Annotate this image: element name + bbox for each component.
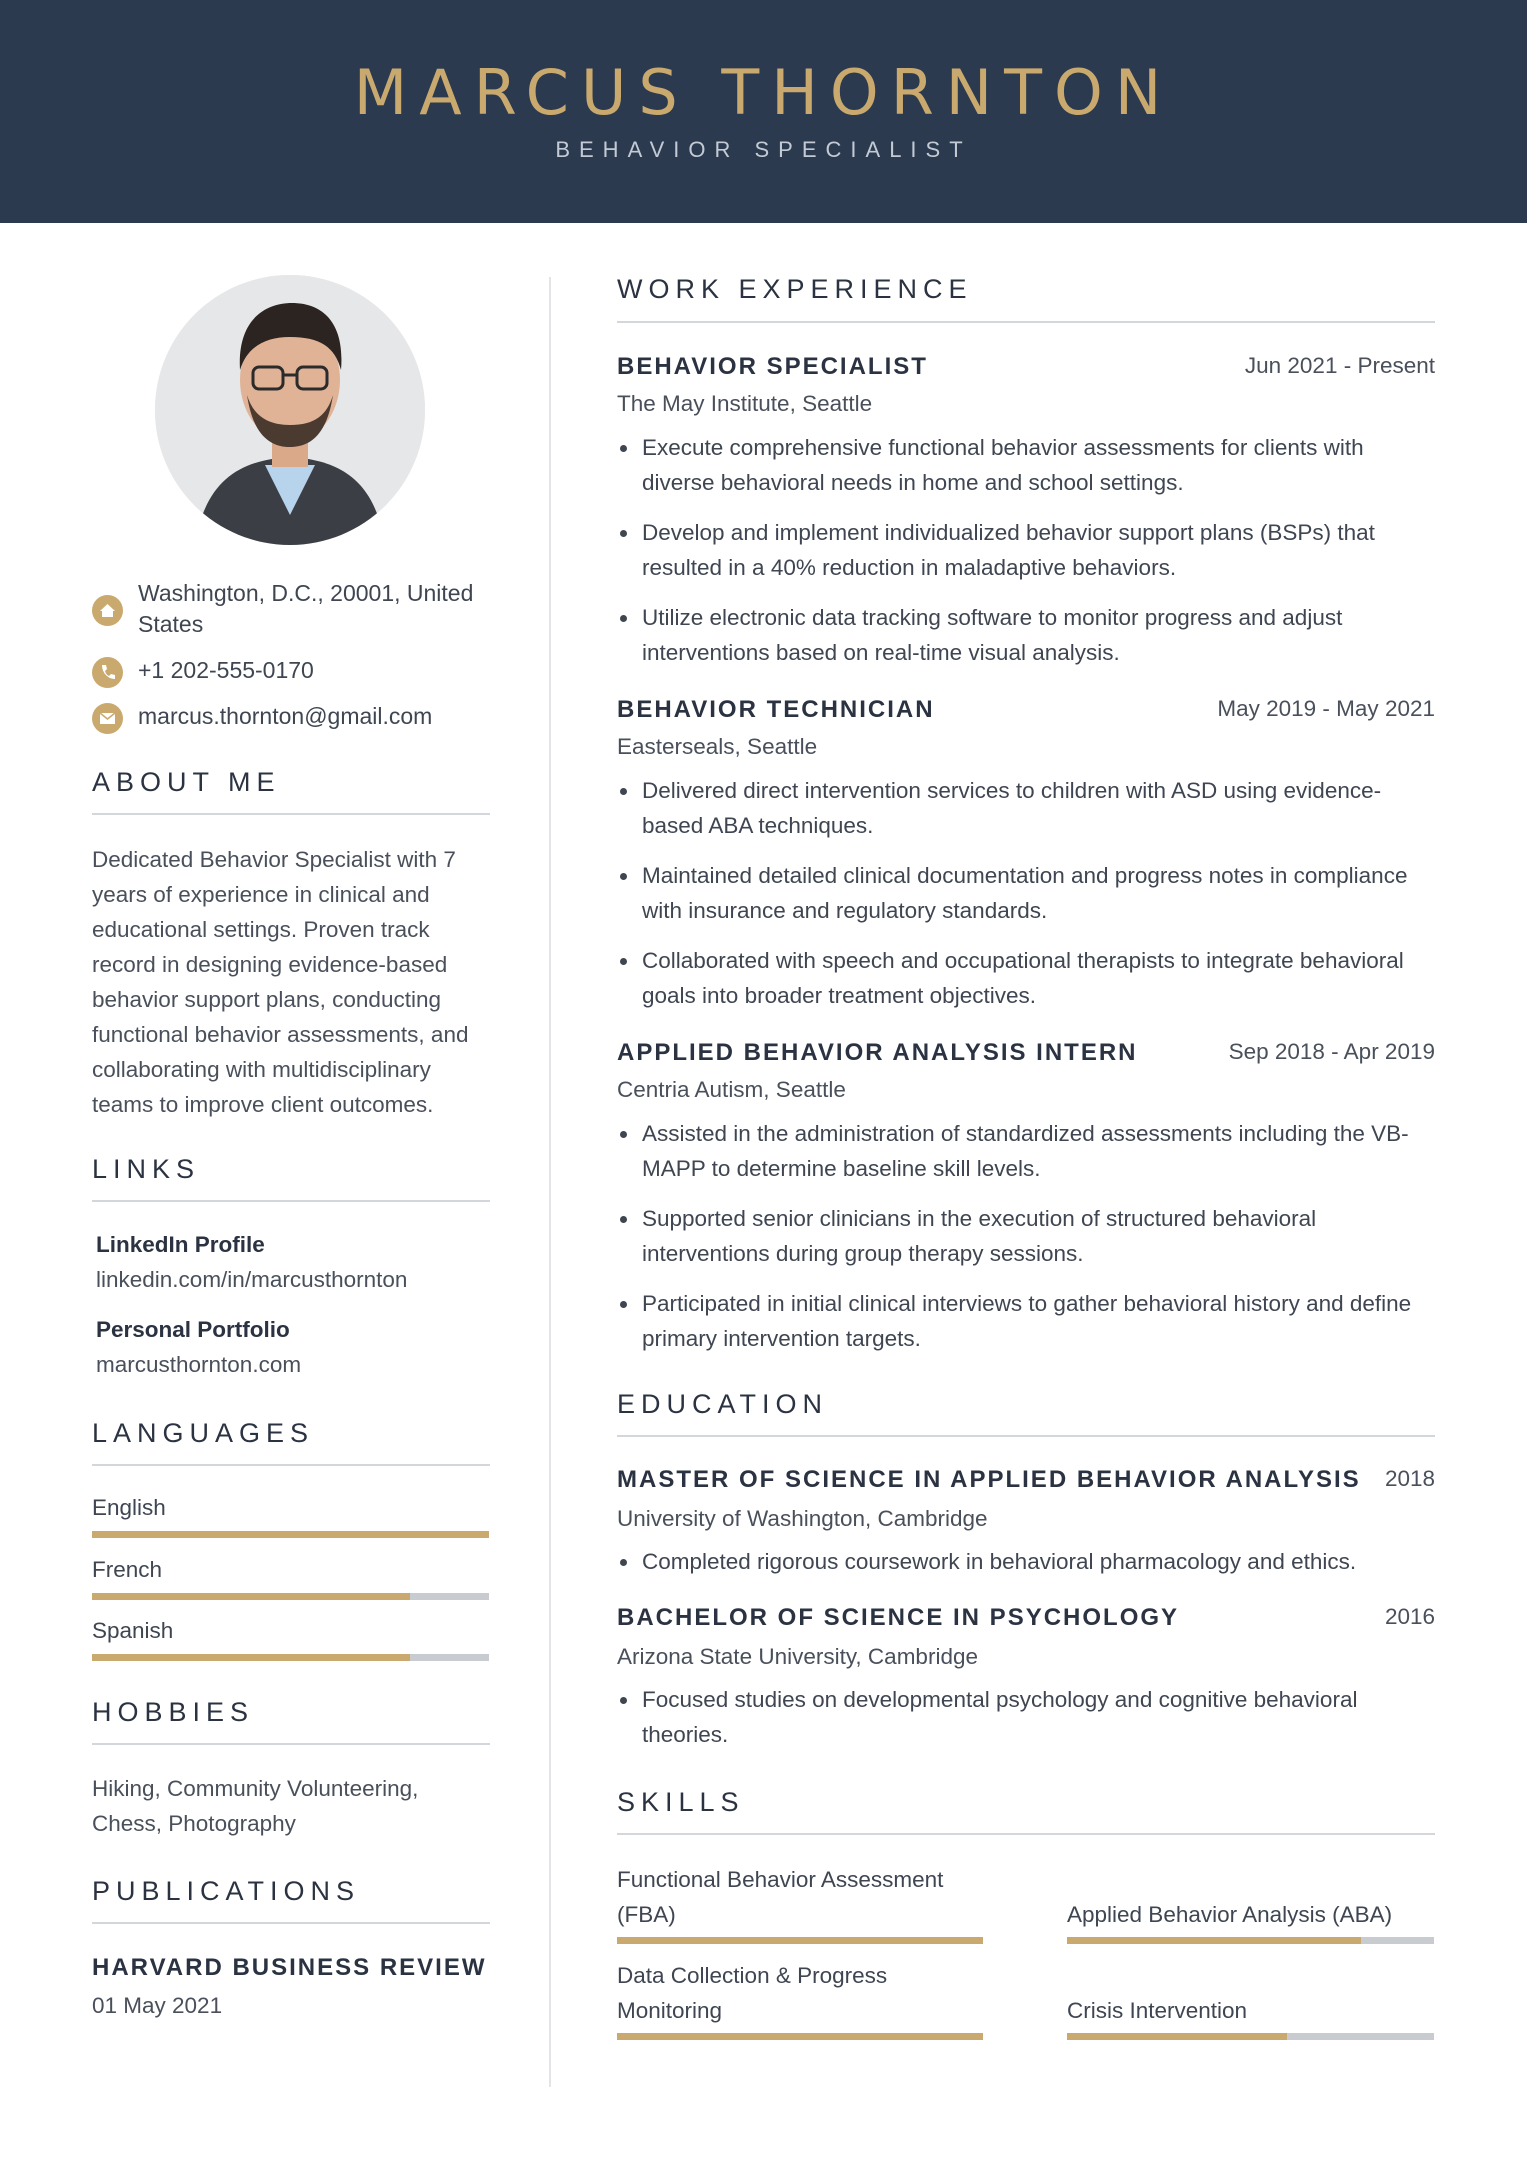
- job-bullet: Utilize electronic data tracking software to monitor progress and adjust interventions based on real-time visual analysis.: [617, 600, 1435, 670]
- section-rule: [92, 1200, 490, 1202]
- skill-name: Data Collection & Progress Monitoring: [617, 1963, 888, 2023]
- publication-date: 01 May 2021: [92, 1993, 223, 2018]
- section-rule: [92, 813, 490, 815]
- phone-text: +1 202-555-0170: [138, 657, 314, 683]
- job-bullet: Assisted in the administration of standardized assessments including the VB-MAPP to determine baseline skill levels.: [617, 1116, 1435, 1186]
- education-bullet: Completed rigorous coursework in behavioral pharmacology and ethics.: [617, 1544, 1435, 1579]
- resume-header: [0, 0, 1527, 223]
- section-rule: [92, 1464, 490, 1466]
- address-text: Washington, D.C., 20001, United States: [138, 580, 474, 637]
- job-bullet: Delivered direct intervention services to children with ASD using evidence-based ABA techniques.: [617, 773, 1435, 843]
- job-bullet: Participated in initial clinical interviews to gather behavioral history and define primary intervention targets.: [617, 1286, 1435, 1356]
- profile-photo: [155, 275, 425, 545]
- hobbies-text: Hiking, Community Volunteering, Chess, Photography: [92, 1776, 419, 1836]
- job-bullet: Collaborated with speech and occupational therapists to integrate behavioral goals into broader treatment objectives.: [617, 943, 1435, 1013]
- job-title: BEHAVIOR SPECIALIST: [617, 353, 928, 380]
- skill-level-fill: [617, 1937, 983, 1944]
- skill-level-bar: [617, 1937, 983, 1944]
- publication-title: HARVARD BUSINESS REVIEW: [92, 1954, 487, 1981]
- section-title-about: ABOUT ME: [92, 767, 281, 797]
- contact-email: [92, 701, 492, 735]
- language-level-fill: [92, 1654, 410, 1661]
- column-divider: [549, 277, 551, 2087]
- mail-icon: [92, 703, 123, 734]
- candidate-role: BEHAVIOR SPECIALIST: [555, 137, 972, 162]
- language-level-fill: [92, 1593, 410, 1600]
- skill-level-fill: [617, 2033, 983, 2040]
- section-rule: [92, 1922, 490, 1924]
- skill-level-fill: [1067, 2033, 1287, 2040]
- language-name: English: [92, 1495, 166, 1520]
- job-bullet: Execute comprehensive functional behavior assessments for clients with diverse behavioral needs in home and school settings.: [617, 430, 1435, 500]
- language-name: Spanish: [92, 1618, 174, 1643]
- section-rule: [617, 321, 1435, 323]
- section-title-education: EDUCATION: [617, 1389, 829, 1419]
- link-url-linkedin[interactable]: linkedin.com/in/marcusthornton: [96, 1267, 408, 1292]
- skill-level-bar: [617, 2033, 983, 2040]
- section-rule: [617, 1435, 1435, 1437]
- degree-year: 2016: [1384, 1604, 1435, 1629]
- phone-icon: [92, 657, 123, 688]
- section-title-work: WORK EXPERIENCE: [617, 274, 973, 304]
- job-title: BEHAVIOR TECHNICIAN: [617, 696, 935, 723]
- skill-name: Functional Behavior Assessment (FBA): [617, 1867, 944, 1927]
- job-title: APPLIED BEHAVIOR ANALYSIS INTERN: [617, 1039, 1138, 1066]
- email-text: marcus.thornton@gmail.com: [138, 703, 433, 729]
- language-level-bar: [92, 1531, 489, 1538]
- skill-level-bar: [1067, 1937, 1434, 1944]
- job-org: Centria Autism, Seattle: [617, 1077, 846, 1102]
- job-bullet: Maintained detailed clinical documentation and progress notes in compliance with insurance and regulatory standards.: [617, 858, 1435, 928]
- degree-title: BACHELOR OF SCIENCE IN PSYCHOLOGY: [617, 1604, 1180, 1631]
- section-title-publications: PUBLICATIONS: [92, 1876, 361, 1906]
- link-label-portfolio: Personal Portfolio: [96, 1317, 290, 1342]
- job-bullet: Supported senior clinicians in the execution of structured behavioral interventions during group therapy sessions.: [617, 1201, 1435, 1271]
- job-org: Easterseals, Seattle: [617, 734, 818, 759]
- degree-title: MASTER OF SCIENCE IN APPLIED BEHAVIOR ANALYSIS: [617, 1466, 1361, 1493]
- section-rule: [92, 1743, 490, 1745]
- link-url-portfolio[interactable]: marcusthornton.com: [96, 1352, 302, 1377]
- skill-level-fill: [1067, 1937, 1361, 1944]
- school-name: University of Washington, Cambridge: [617, 1506, 988, 1531]
- job-org: The May Institute, Seattle: [617, 391, 873, 416]
- skill-level-bar: [1067, 2033, 1434, 2040]
- section-title-languages: LANGUAGES: [92, 1418, 315, 1448]
- person-avatar-icon: [155, 275, 425, 545]
- skill-name: Applied Behavior Analysis (ABA): [1067, 1902, 1393, 1927]
- skill-name: Crisis Intervention: [1067, 1998, 1248, 2023]
- about-text: Dedicated Behavior Specialist with 7 years of experience in clinical and educational settings. Proven track record in designing evidence-based behavior support plans, conducting functional behavior assessments, and collaborating with multidisciplinary teams to improve client outcomes.: [92, 847, 469, 1117]
- education-bullet: Focused studies on developmental psychology and cognitive behavioral theories.: [617, 1682, 1435, 1752]
- school-name: Arizona State University, Cambridge: [617, 1644, 978, 1669]
- home-icon: [92, 595, 123, 626]
- contact-phone: [92, 655, 492, 689]
- section-title-skills: SKILLS: [617, 1787, 745, 1817]
- candidate-name: MARCUS THORNTON: [353, 56, 1174, 129]
- degree-year: 2018: [1384, 1466, 1435, 1491]
- language-level-fill: [92, 1531, 489, 1538]
- section-rule: [617, 1833, 1435, 1835]
- language-level-bar: [92, 1654, 489, 1661]
- job-dates: May 2019 - May 2021: [1217, 696, 1435, 721]
- job-bullet: Develop and implement individualized behavior support plans (BSPs) that resulted in a 40% reduction in maladaptive behaviors.: [617, 515, 1435, 585]
- section-title-links: LINKS: [92, 1154, 201, 1184]
- link-label-linkedin: LinkedIn Profile: [96, 1232, 265, 1257]
- language-name: French: [92, 1557, 163, 1582]
- contact-address: [92, 578, 492, 642]
- job-dates: Jun 2021 - Present: [1244, 353, 1435, 378]
- job-dates: Sep 2018 - Apr 2019: [1228, 1039, 1435, 1064]
- section-title-hobbies: HOBBIES: [92, 1697, 255, 1727]
- language-level-bar: [92, 1593, 489, 1600]
